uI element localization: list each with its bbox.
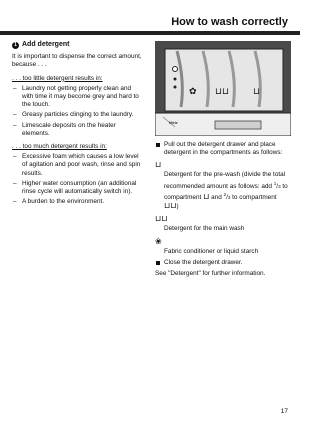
- list-item: – Laundry not getting properly clean and with time it may become grey and hard to the touch.: [12, 85, 144, 110]
- softener-text: Fabric conditioner or liquid starch: [164, 247, 259, 255]
- prewash-text-a: Detergent for the pre-wash (divide the total recommended amount as follows: add: [164, 171, 286, 190]
- prewash-text: Detergent for the pre-wash (divide the total recommended amount as follows: add $^1$/3 to compartment ⊔ and $^2$/3 to compartment ⊔⊔): [164, 171, 288, 211]
- section-title-text: Add detergent: [22, 41, 70, 48]
- prewash-text-b: to compartment: [164, 182, 288, 202]
- detergent-drawer-illustration: [155, 41, 291, 136]
- fraction-denominator: 3: [278, 183, 281, 189]
- too-much-list: [12, 153, 144, 206]
- left-column: [12, 41, 144, 206]
- prewash-compartment-icon: ⊔: [203, 192, 210, 202]
- intro-text: It is important to dispense the correct amount, because . . .: [12, 53, 142, 69]
- mainwash-compartment-icon: ⊔⊔: [164, 201, 177, 211]
- svg-text:✿: ✿: [189, 87, 197, 97]
- prewash-symbol: ⊔: [155, 160, 162, 170]
- fraction-numerator: 2: [223, 191, 227, 197]
- fraction-numerator: 1: [273, 180, 277, 186]
- list-item: – Excessive foam which causes a low level of agitation and poor wash, rinse and spin results.: [12, 153, 144, 178]
- svg-text:⊔⊔: ⊔⊔: [215, 87, 230, 97]
- list-item: – Higher water consumption (an additional rinse cycle will automatically switch in).: [12, 180, 144, 196]
- fraction-denominator: 3: [227, 195, 231, 201]
- page-number: 17: [280, 408, 288, 415]
- list-item: – A burden to the environment.: [12, 198, 144, 206]
- too-little-heading: . . . too little detergent results in:: [12, 74, 103, 82]
- mainwash-symbol: ⊔⊔: [155, 214, 168, 224]
- too-little-list: [12, 85, 144, 138]
- page-header-title: How to wash correctly: [171, 16, 288, 28]
- svg-text:⊔: ⊔: [253, 87, 261, 97]
- too-much-heading: . . . too much detergent results in:: [12, 143, 107, 151]
- prewash-text-d: to compartment: [232, 194, 277, 202]
- mainwash-text: Detergent for the main wash: [164, 225, 245, 233]
- softener-symbol: ❀: [155, 236, 162, 246]
- right-column: [155, 41, 291, 278]
- list-item: – Limescale deposits on the heater elements.: [12, 122, 144, 138]
- see-also-note: See "Detergent" for further information.: [155, 270, 266, 278]
- instruction-step-2: Close the detergent drawer.: [155, 259, 291, 267]
- instruction-step-1: Pull out the detergent drawer and place detergent in the compartments as follows:: [155, 141, 291, 157]
- drawer-brand-label: Miele: [169, 121, 178, 125]
- list-item: – Greasy particles clinging to the laundry.: [12, 111, 144, 119]
- prewash-text-c: and: [211, 194, 222, 202]
- section-title: [12, 41, 144, 49]
- header-rule: [0, 31, 300, 35]
- step-number-badge: 1: [12, 42, 19, 49]
